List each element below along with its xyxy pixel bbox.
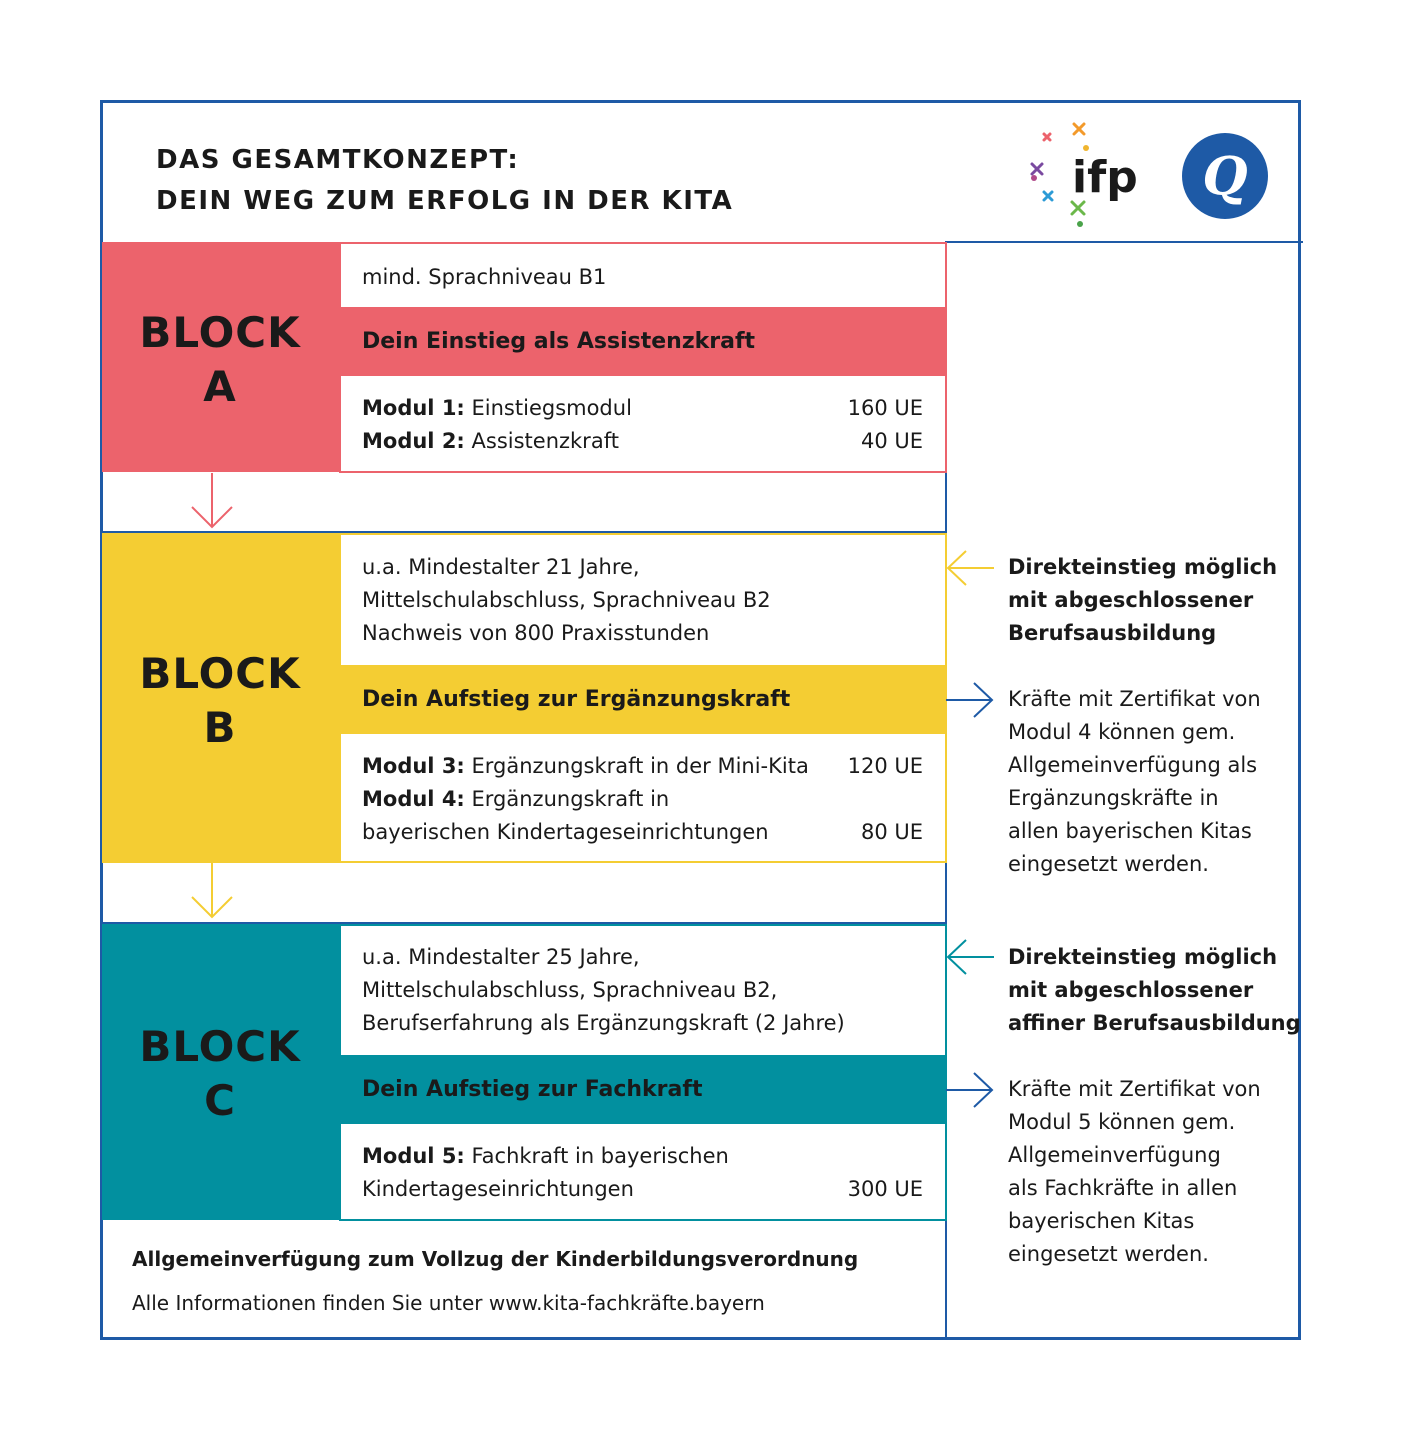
block-b-heading-band: [340, 665, 946, 734]
arrow-left-c-entry-icon: [946, 938, 996, 978]
ifp-logo-text: ifp: [1072, 152, 1138, 203]
footer-heading: Allgemeinverfügung zum Vollzug der Kinderbildungsverordnung: [132, 1247, 859, 1271]
note-b-entry-line: mit abgeschlossener: [1008, 588, 1254, 612]
note-c-direct-entry: [1008, 941, 1301, 1040]
module-1-row: [362, 392, 632, 425]
note-c-exit-line: Kräfte mit Zertifikat von: [1008, 1077, 1261, 1101]
note-b-exit-line: Ergänzungskräfte in: [1008, 786, 1219, 810]
module-2-name: Modul 2:: [362, 429, 465, 453]
note-b-exit-line: Allgemeinverfügung als: [1008, 753, 1258, 777]
block-a-requirement: mind. Sprachniveau B1: [362, 265, 607, 289]
module-1-desc: Einstiegsmodul: [471, 396, 632, 420]
note-b-exit-line: Kräfte mit Zertifikat von: [1008, 687, 1261, 711]
note-c-exit-line: als Fachkräfte in allen: [1008, 1176, 1238, 1200]
ifp-logo-sparks-icon: [1026, 120, 1138, 230]
block-b-requirement-2: Mittelschulabschluss, Sprachniveau B2: [362, 588, 771, 612]
arrow-right-b-exit-icon: [946, 681, 996, 721]
page-title: [156, 140, 733, 222]
module-3-ue: 120 UE: [847, 754, 923, 778]
note-b-direct-entry: [1008, 551, 1277, 650]
title-line-2: DEIN WEG ZUM ERFOLG IN DER KITA: [156, 186, 734, 216]
block-a-label: [102, 306, 338, 414]
block-a-heading: Dein Einstieg als Assistenzkraft: [362, 329, 756, 354]
module-2-ue: 40 UE: [860, 429, 923, 453]
module-4-name: Modul 4:: [362, 787, 465, 811]
module-4-desc: Ergänzungskraft in: [471, 787, 670, 811]
module-1-ue: 160 UE: [847, 396, 923, 420]
arrow-down-b-c-icon: [190, 863, 234, 921]
block-a-label-letter: A: [203, 362, 237, 411]
module-5-name: Modul 5:: [362, 1144, 465, 1168]
note-c-entry-line: Direkteinstieg möglich: [1008, 945, 1278, 969]
arrow-down-a-b-icon: [190, 473, 234, 531]
module-1-name: Modul 1:: [362, 396, 465, 420]
note-b-exit-line: eingesetzt werden.: [1008, 852, 1209, 876]
note-b-certificate: [1008, 683, 1261, 881]
block-c-label: [102, 1020, 338, 1128]
q-logo-letter: Q: [1202, 146, 1248, 207]
title-line-1: DAS GESAMTKONZEPT:: [156, 145, 520, 175]
block-b-requirements: [362, 551, 771, 650]
note-b-entry-line: Berufsausbildung: [1008, 621, 1217, 645]
note-c-entry-line: mit abgeschlossener: [1008, 978, 1254, 1002]
q-logo: [1181, 132, 1269, 220]
note-c-exit-line: eingesetzt werden.: [1008, 1242, 1209, 1266]
module-5-row: [362, 1140, 729, 1173]
module-3-desc: Ergänzungskraft in der Mini-Kita: [471, 754, 809, 778]
block-c-requirement-3: Berufserfahrung als Ergänzungskraft (2 Jahre): [362, 1011, 845, 1035]
module-4-row: [362, 783, 669, 816]
module-5-desc-line-2: Kindertageseinrichtungen: [362, 1177, 634, 1201]
module-4-desc-line-2: bayerischen Kindertageseinrichtungen: [362, 820, 769, 844]
ifp-logo: [1026, 120, 1138, 230]
block-c-label-word: BLOCK: [139, 1022, 301, 1071]
module-2-desc: Assistenzkraft: [471, 429, 619, 453]
note-b-exit-line: allen bayerischen Kitas: [1008, 819, 1252, 843]
block-a-label-word: BLOCK: [139, 308, 301, 357]
module-4-ue: 80 UE: [860, 820, 923, 844]
block-b-heading: Dein Aufstieg zur Ergänzungskraft: [362, 687, 791, 712]
q-logo-icon: [1181, 132, 1269, 220]
note-b-entry-line: Direkteinstieg möglich: [1008, 555, 1278, 579]
note-c-exit-line: Modul 5 können gem.: [1008, 1110, 1236, 1134]
note-c-exit-line: bayerischen Kitas: [1008, 1209, 1195, 1233]
block-c-heading-band: [340, 1055, 946, 1124]
header-divider-right: [946, 241, 1303, 243]
module-5-desc: Fachkraft in bayerischen: [471, 1144, 729, 1168]
arrow-right-c-exit-icon: [946, 1071, 996, 1111]
note-c-certificate: [1008, 1073, 1261, 1271]
block-c-label-letter: C: [204, 1076, 236, 1125]
block-c-requirement-1: u.a. Mindestalter 25 Jahre,: [362, 945, 640, 969]
arrow-left-b-entry-icon: [946, 549, 996, 589]
block-c-requirements: [362, 941, 845, 1040]
block-b-requirement-1: u.a. Mindestalter 21 Jahre,: [362, 555, 640, 579]
module-3-name: Modul 3:: [362, 754, 465, 778]
note-c-exit-line: Allgemeinverfügung: [1008, 1143, 1221, 1167]
module-3-row: [362, 750, 809, 783]
module-5-ue: 300 UE: [847, 1177, 923, 1201]
block-b-label: [102, 647, 338, 755]
block-c-requirement-2: Mittelschulabschluss, Sprachniveau B2,: [362, 978, 778, 1002]
block-b-requirement-3: Nachweis von 800 Praxisstunden: [362, 621, 710, 645]
block-c-heading: Dein Aufstieg zur Fachkraft: [362, 1077, 703, 1102]
module-2-row: [362, 425, 619, 458]
note-b-exit-line: Modul 4 können gem.: [1008, 720, 1236, 744]
footer-info: Alle Informationen finden Sie unter www.kita-fachkräfte.bayern: [132, 1291, 765, 1315]
block-b-label-letter: B: [203, 703, 237, 752]
block-a-heading-band: [340, 307, 946, 376]
note-c-entry-line: affiner Berufsausbildung: [1008, 1011, 1301, 1035]
block-b-label-word: BLOCK: [139, 649, 301, 698]
